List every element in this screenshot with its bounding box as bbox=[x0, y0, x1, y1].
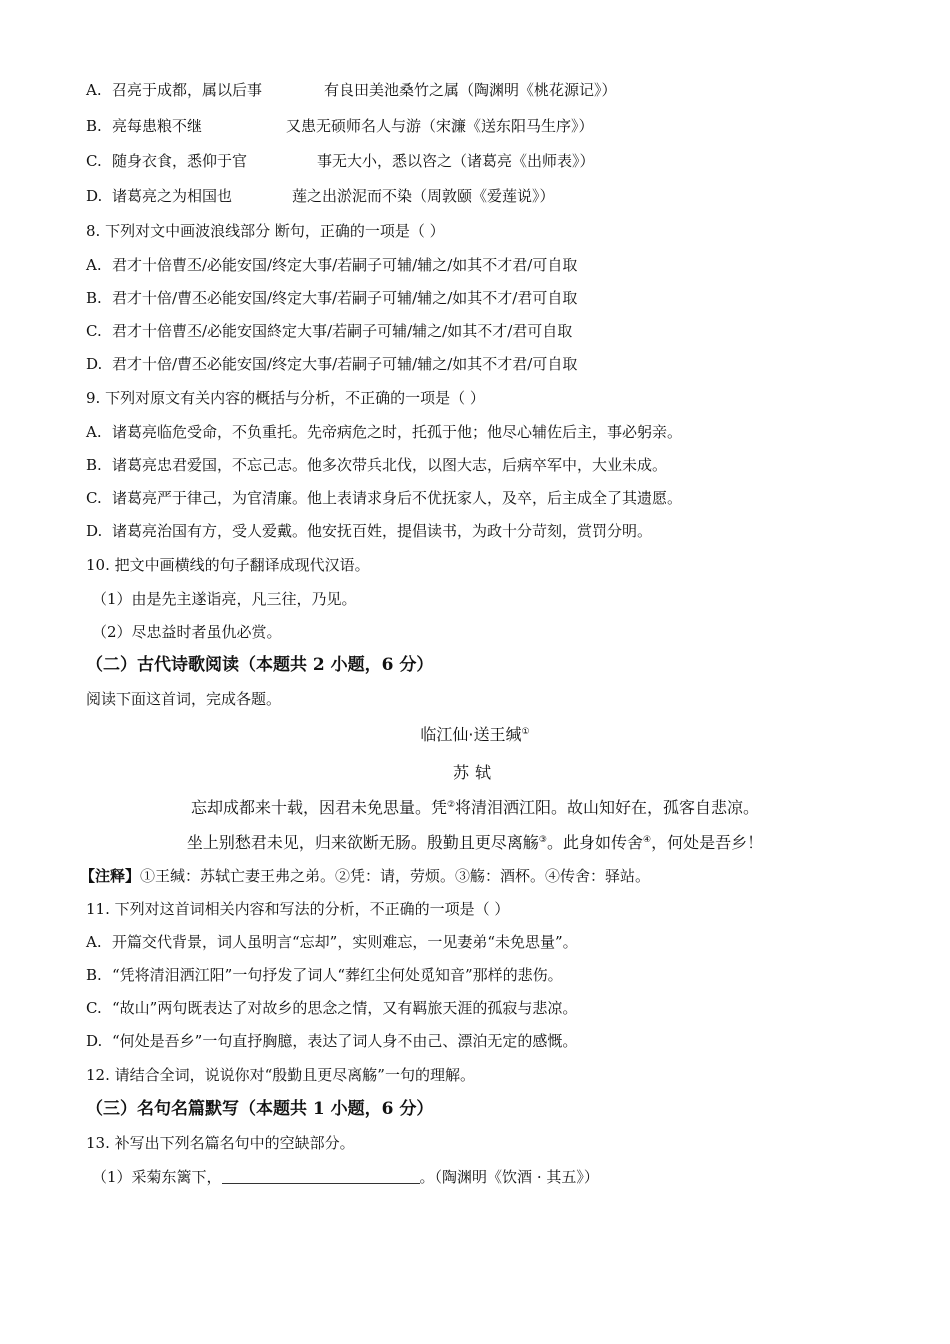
notes-label: 【注释】 bbox=[80, 867, 141, 885]
q13-item-1-suffix: 。（陶渊明《饮酒 · 其五》） bbox=[419, 1168, 599, 1186]
option-label: D. bbox=[86, 355, 103, 373]
q12-stem: 12. 请结合全词，说说你对“殷勤且更尽离觞”一句的理解。 bbox=[86, 1066, 475, 1084]
option-label: C. bbox=[86, 152, 102, 170]
option-right-text: 事无大小，悉以咨之（诸葛亮《出师表》） bbox=[317, 152, 595, 170]
poem-text: 。此身如传舍 bbox=[546, 833, 643, 852]
option-text: 诸葛亮治国有方，受人爱戴。他安抚百姓，提倡读书，为政十分苛刻，赏罚分明。 bbox=[112, 522, 653, 540]
option-text: “凭将清泪洒江阳”一句抒发了词人“葬红尘何处觅知音”那样的悲伤。 bbox=[112, 966, 563, 984]
option-right-text: 有良田美池桑竹之属（陶渊明《桃花源记》） bbox=[324, 81, 617, 99]
option-text: 君才十倍曹丕/必能安国終定大事/若嗣子可辅/辅之/如其不才/君可自取 bbox=[112, 322, 573, 340]
option-right-text: 又患无硕师名人与游（宋濂《送东阳马生序》） bbox=[286, 117, 594, 135]
poem-text: 坐上别愁君未见，归来欲断无肠。殷勤且更尽离觞 bbox=[186, 833, 539, 852]
section-2-title: （二）古代诗歌阅读（本题共 2 小题，6 分） bbox=[86, 655, 434, 675]
q10-stem: 10. 把文中画横线的句子翻译成现代汉语。 bbox=[86, 556, 370, 574]
q11-option-a bbox=[86, 932, 578, 952]
poem-title-text: 临江仙·送王缄 bbox=[420, 725, 522, 744]
q11-stem: 11. 下列对这首词相关内容和写法的分析，不正确的一项是（ ） bbox=[86, 900, 510, 918]
option-label: A. bbox=[86, 81, 102, 99]
option-label: C. bbox=[86, 322, 102, 340]
option-text: 君才十倍/曹丕必能安国/终定大事/若嗣子可辅/辅之/如其不才/君可自取 bbox=[112, 289, 578, 307]
option-label: B. bbox=[86, 456, 102, 474]
option-left-text: 召亮于成都，属以后事 bbox=[112, 81, 263, 99]
footnote-marker: ④ bbox=[643, 835, 652, 845]
section-2-intro: 阅读下面这首词，完成各题。 bbox=[86, 690, 282, 708]
option-label: B. bbox=[86, 117, 102, 135]
q13-stem: 13. 补写出下列名篇名句中的空缺部分。 bbox=[86, 1134, 355, 1152]
q9-option-c bbox=[86, 488, 682, 508]
q13-item-1 bbox=[92, 1167, 599, 1187]
q8-option-d bbox=[86, 354, 577, 374]
option-left-text: 随身衣食，悉仰于官 bbox=[112, 152, 248, 170]
q10-item-2: （2）尽忠益时者虽仇必赏。 bbox=[92, 623, 282, 641]
option-label: D. bbox=[86, 522, 103, 540]
poem-notes bbox=[80, 866, 650, 886]
poem-author: 苏轼 bbox=[452, 763, 497, 782]
q7-option-d bbox=[86, 186, 555, 206]
q7-option-c bbox=[86, 151, 595, 171]
option-text: 君才十倍/曹丕必能安国/终定大事/若嗣子可辅/辅之/如其不才君/可自取 bbox=[112, 355, 578, 373]
q9-stem: 9. 下列对原文有关内容的概括与分析，不正确的一项是（ ） bbox=[86, 389, 485, 407]
option-label: C. bbox=[86, 489, 102, 507]
option-text: 诸葛亮严于律己，为官清廉。他上表请求身后不优抚家人，及卒，后主成全了其遗愿。 bbox=[112, 489, 683, 507]
option-label: B. bbox=[86, 289, 102, 307]
poem-line-2 bbox=[0, 830, 950, 853]
option-label: A. bbox=[86, 256, 102, 274]
q8-option-a bbox=[86, 255, 577, 275]
option-text: 君才十倍曹丕/必能安国/终定大事/若嗣子可辅/辅之/如其不才君/可自取 bbox=[112, 256, 578, 274]
q10-item-1: （1）由是先主遂诣亮，凡三往，乃见。 bbox=[92, 590, 357, 608]
option-left-text: 诸葛亮之为相国也 bbox=[112, 187, 233, 205]
poem-text: 忘却成都来十载，因君未免思量。凭 bbox=[190, 798, 447, 817]
q11-option-d bbox=[86, 1031, 577, 1051]
q8-stem: 8. 下列对文中画波浪线部分 断句，正确的一项是（ ） bbox=[86, 222, 445, 240]
option-text: 诸葛亮忠君爱国，不忘己志。他多次带兵北伐，以图大志，后病卒军中，大业未成。 bbox=[112, 456, 668, 474]
option-label: D. bbox=[86, 187, 103, 205]
q8-option-c bbox=[86, 321, 572, 341]
option-text: “故山”两句既表达了对故乡的思念之情，又有羁旅天涯的孤寂与悲凉。 bbox=[112, 999, 578, 1017]
option-label: C. bbox=[86, 999, 102, 1017]
poem-title bbox=[0, 722, 950, 745]
q9-option-a bbox=[86, 422, 682, 442]
q9-option-b bbox=[86, 455, 667, 475]
section-3-title: （三）名句名篇默写（本题共 1 小题，6 分） bbox=[86, 1099, 434, 1119]
option-text: 开篇交代背景，词人虽明言“忘却”，实则难忘，一见妻弟“未免思量”。 bbox=[112, 933, 578, 951]
option-left-text: 亮每患粮不继 bbox=[112, 117, 203, 135]
notes-text: ①王缄：苏轼亡妻王弗之弟。②凭：请，劳烦。③觞：酒杯。④传舍：驿站。 bbox=[140, 867, 651, 885]
answer-blank[interactable] bbox=[222, 1169, 420, 1184]
footnote-marker: ② bbox=[446, 800, 456, 810]
q11-option-b bbox=[86, 965, 563, 985]
option-label: A. bbox=[86, 933, 102, 951]
poem-text: ，何处是吾乡！ bbox=[651, 833, 764, 852]
option-label: A. bbox=[86, 423, 102, 441]
poem-line-1 bbox=[0, 795, 950, 818]
option-right-text: 莲之出淤泥而不染（周敦颐《爱莲说》） bbox=[292, 187, 555, 205]
q7-option-b bbox=[86, 116, 594, 136]
option-text: “何处是吾乡”一句直抒胸臆，表达了词人身不由己、漂泊无定的感慨。 bbox=[112, 1032, 578, 1050]
footnote-marker: ① bbox=[521, 727, 530, 737]
option-label: B. bbox=[86, 966, 102, 984]
poem-text: 将清泪洒江阳。故山知好在，孤客自悲凉。 bbox=[455, 798, 760, 817]
q7-option-a bbox=[86, 80, 617, 100]
q8-option-b bbox=[86, 288, 577, 308]
q9-option-d bbox=[86, 521, 652, 541]
option-label: D. bbox=[86, 1032, 103, 1050]
footnote-marker: ③ bbox=[538, 835, 547, 845]
q11-option-c bbox=[86, 998, 577, 1018]
option-text: 诸葛亮临危受命，不负重托。先帝病危之时，托孤于他；他尽心辅佐后主，事必躬亲。 bbox=[112, 423, 683, 441]
q13-item-1-prefix: （1）采菊东篱下， bbox=[92, 1168, 222, 1186]
